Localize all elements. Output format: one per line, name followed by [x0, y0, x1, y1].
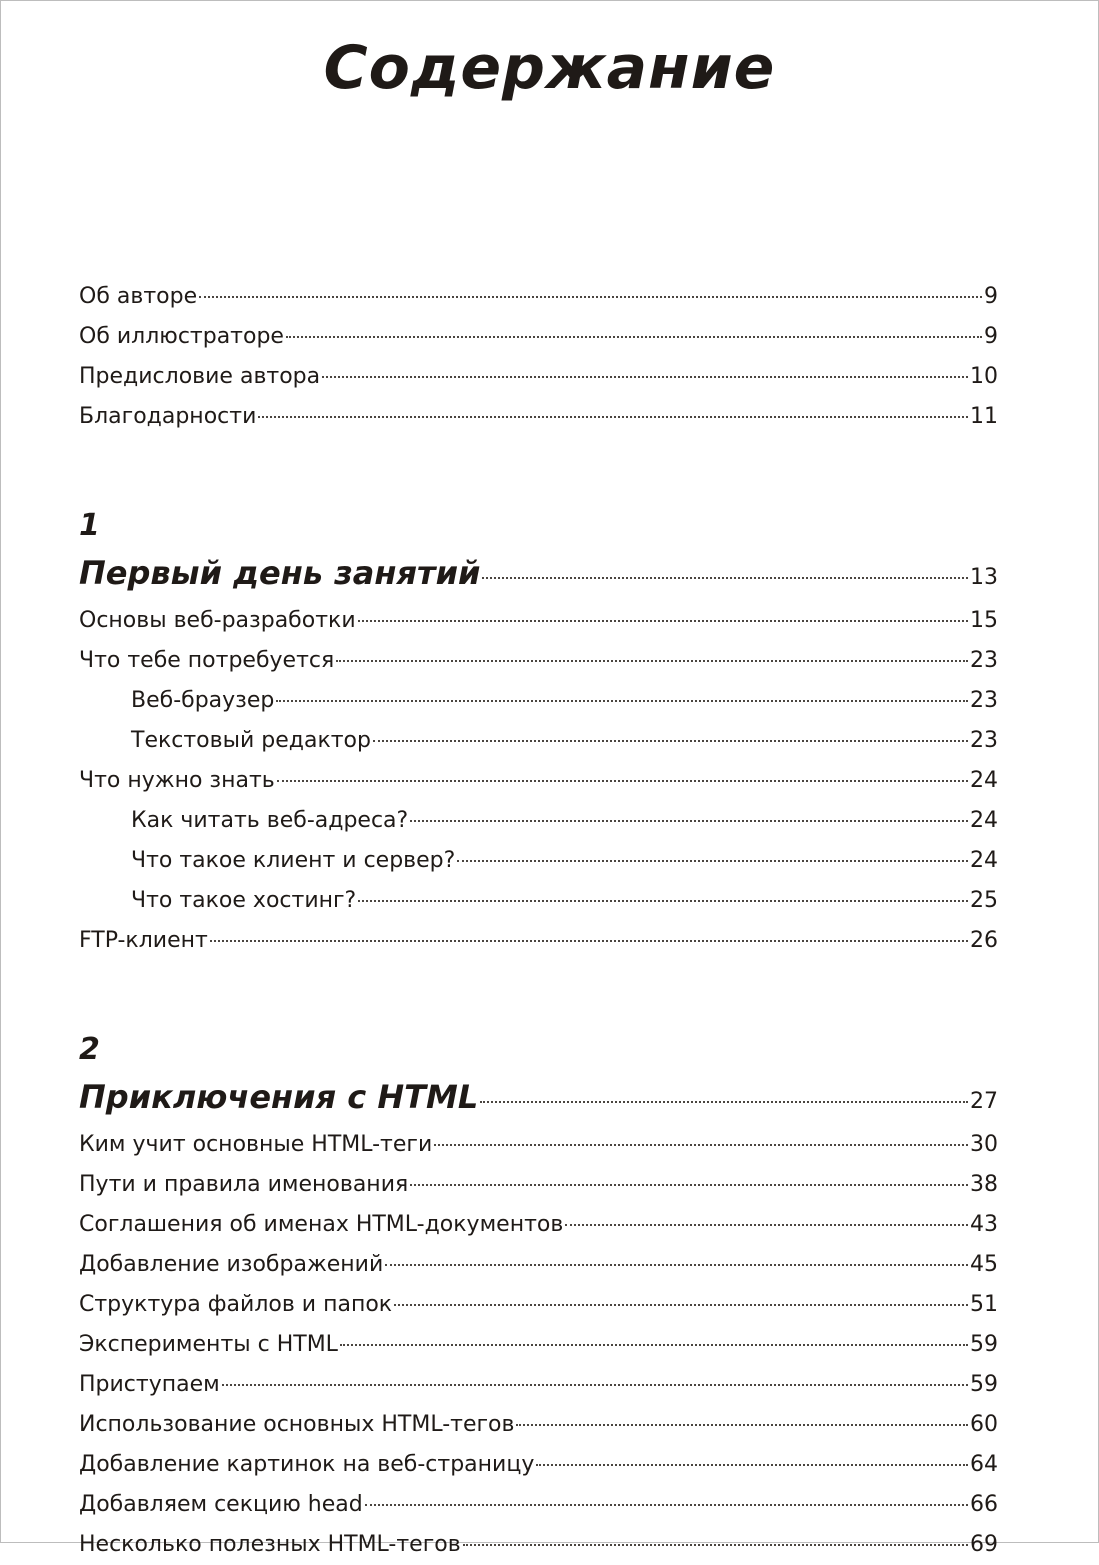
toc-page-number: 27	[970, 1089, 998, 1114]
toc-entry-section[interactable]	[79, 1405, 998, 1445]
toc-entry-front-matter[interactable]	[79, 397, 998, 437]
toc-page-number: 60	[970, 1412, 998, 1437]
toc-page-number: 24	[970, 848, 998, 873]
dot-leader	[516, 1424, 968, 1426]
dot-leader	[276, 700, 968, 702]
dot-leader	[286, 336, 982, 338]
dot-leader	[565, 1224, 968, 1226]
toc-entry-title: FTP-клиент	[79, 928, 208, 953]
toc-entry-title: Приключения с HTML	[79, 1078, 479, 1116]
toc-page-number: 23	[970, 648, 998, 673]
toc-page-number: 30	[970, 1132, 998, 1157]
toc-entry-title: Благодарности	[79, 404, 257, 429]
toc-entry-subsection[interactable]	[79, 801, 998, 841]
toc-entry-section[interactable]	[79, 761, 998, 801]
toc-entry-subsection[interactable]	[79, 841, 998, 881]
toc-entry-title: Приступаем	[79, 1372, 220, 1397]
dot-leader	[434, 1144, 968, 1146]
toc-entry-title: Об иллюстраторе	[79, 324, 284, 349]
dot-leader	[385, 1264, 968, 1266]
dot-leader	[336, 660, 968, 662]
toc-entry-title: Что тебе потребуется	[79, 648, 335, 673]
toc-page-number: 10	[970, 364, 998, 389]
toc-entry-chapter[interactable]	[79, 1069, 998, 1125]
page-title: Содержание	[323, 33, 776, 103]
toc-entry-title: Структура файлов и папок	[79, 1292, 393, 1317]
toc-entry-section[interactable]	[79, 1285, 998, 1325]
dot-leader	[340, 1344, 968, 1346]
toc-entry-title: Использование основных HTML-тегов	[79, 1412, 515, 1437]
toc-entry-title: Первый день занятий	[79, 554, 481, 592]
dot-leader	[457, 860, 968, 862]
toc-entry-section[interactable]	[79, 1445, 998, 1485]
toc-entry-title: Пути и правила именования	[79, 1172, 409, 1197]
toc-page-number: 59	[970, 1372, 998, 1397]
toc-entry-section[interactable]	[79, 1165, 998, 1205]
toc-entry-section[interactable]	[79, 1365, 998, 1405]
toc-page-number: 25	[970, 888, 998, 913]
toc-entry-subsection[interactable]	[79, 881, 998, 921]
toc-entry-section[interactable]	[79, 1245, 998, 1285]
toc-page-number: 23	[970, 728, 998, 753]
toc-entry-title: Что такое хостинг?	[131, 888, 357, 913]
toc-entry-section[interactable]	[79, 601, 998, 641]
dot-leader	[480, 1101, 968, 1103]
dot-leader	[394, 1304, 968, 1306]
toc-entry-front-matter[interactable]	[79, 317, 998, 357]
table-of-contents	[79, 277, 998, 1565]
toc-entry-title: Ким учит основные HTML-теги	[79, 1132, 433, 1157]
toc-entry-front-matter[interactable]	[79, 357, 998, 397]
toc-entry-section[interactable]	[79, 1525, 998, 1565]
toc-page-number: 9	[984, 284, 998, 309]
toc-entry-section[interactable]	[79, 921, 998, 961]
toc-entry-title: Текстовый редактор	[131, 728, 371, 753]
toc-entry-title: Веб-браузер	[131, 688, 275, 713]
toc-entry-subsection[interactable]	[79, 721, 998, 761]
toc-entry-title: Как читать веб-адреса?	[131, 808, 409, 833]
toc-entry-section[interactable]	[79, 1205, 998, 1245]
dot-leader	[322, 376, 968, 378]
dot-leader	[536, 1464, 968, 1466]
toc-page-number: 38	[970, 1172, 998, 1197]
toc-entry-section[interactable]	[79, 1325, 998, 1365]
toc-entry-title: Соглашения об именах HTML-документов	[79, 1212, 564, 1237]
toc-page-number: 26	[970, 928, 998, 953]
toc-entry-title: Добавляем секцию head	[79, 1492, 363, 1517]
dot-leader	[482, 577, 968, 579]
toc-page-number: 24	[970, 768, 998, 793]
toc-page-number: 15	[970, 608, 998, 633]
toc-page-number: 24	[970, 808, 998, 833]
toc-page-number: 64	[970, 1452, 998, 1477]
dot-leader	[210, 940, 968, 942]
toc-entry-section[interactable]	[79, 641, 998, 681]
toc-entry-chapter[interactable]	[79, 545, 998, 601]
dot-leader	[373, 740, 968, 742]
chapter-spacer	[79, 437, 998, 507]
toc-entry-title: Предисловие автора	[79, 364, 321, 389]
dot-leader	[365, 1504, 968, 1506]
dot-leader	[410, 820, 968, 822]
toc-page-number: 69	[970, 1532, 998, 1557]
dot-leader	[358, 900, 968, 902]
toc-entry-section[interactable]	[79, 1485, 998, 1525]
toc-entry-title: Что такое клиент и сервер?	[131, 848, 456, 873]
toc-page-number: 66	[970, 1492, 998, 1517]
toc-page-number: 23	[970, 688, 998, 713]
chapter-number: 1	[79, 508, 100, 543]
toc-entry-title: Эксперименты с HTML	[79, 1332, 338, 1357]
dot-leader	[199, 296, 982, 298]
dot-leader	[358, 620, 968, 622]
chapter-number: 2	[79, 1032, 100, 1067]
toc-page-number: 43	[970, 1212, 998, 1237]
toc-entry-title: Основы веб-разработки	[79, 608, 356, 633]
dot-leader	[277, 780, 968, 782]
toc-entry-section[interactable]	[79, 1125, 998, 1165]
toc-page-number: 45	[970, 1252, 998, 1277]
toc-entry-title: Что нужно знать	[79, 768, 275, 793]
toc-page-number: 59	[970, 1332, 998, 1357]
toc-page-number: 51	[970, 1292, 998, 1317]
dot-leader	[258, 416, 968, 418]
toc-page-number: 9	[984, 324, 998, 349]
dot-leader	[222, 1384, 968, 1386]
dot-leader	[410, 1184, 968, 1186]
toc-entry-front-matter[interactable]	[79, 277, 998, 317]
toc-entry-title: Об авторе	[79, 284, 198, 309]
toc-entry-title: Добавление изображений	[79, 1252, 384, 1277]
toc-entry-title: Добавление картинок на веб-страницу	[79, 1452, 535, 1477]
chapter-spacer	[79, 961, 998, 1031]
toc-entry-title: Несколько полезных HTML-тегов	[79, 1532, 461, 1557]
toc-page-number: 13	[970, 565, 998, 590]
toc-entry-subsection[interactable]	[79, 681, 998, 721]
toc-page-number: 11	[970, 404, 998, 429]
dot-leader	[463, 1544, 968, 1546]
